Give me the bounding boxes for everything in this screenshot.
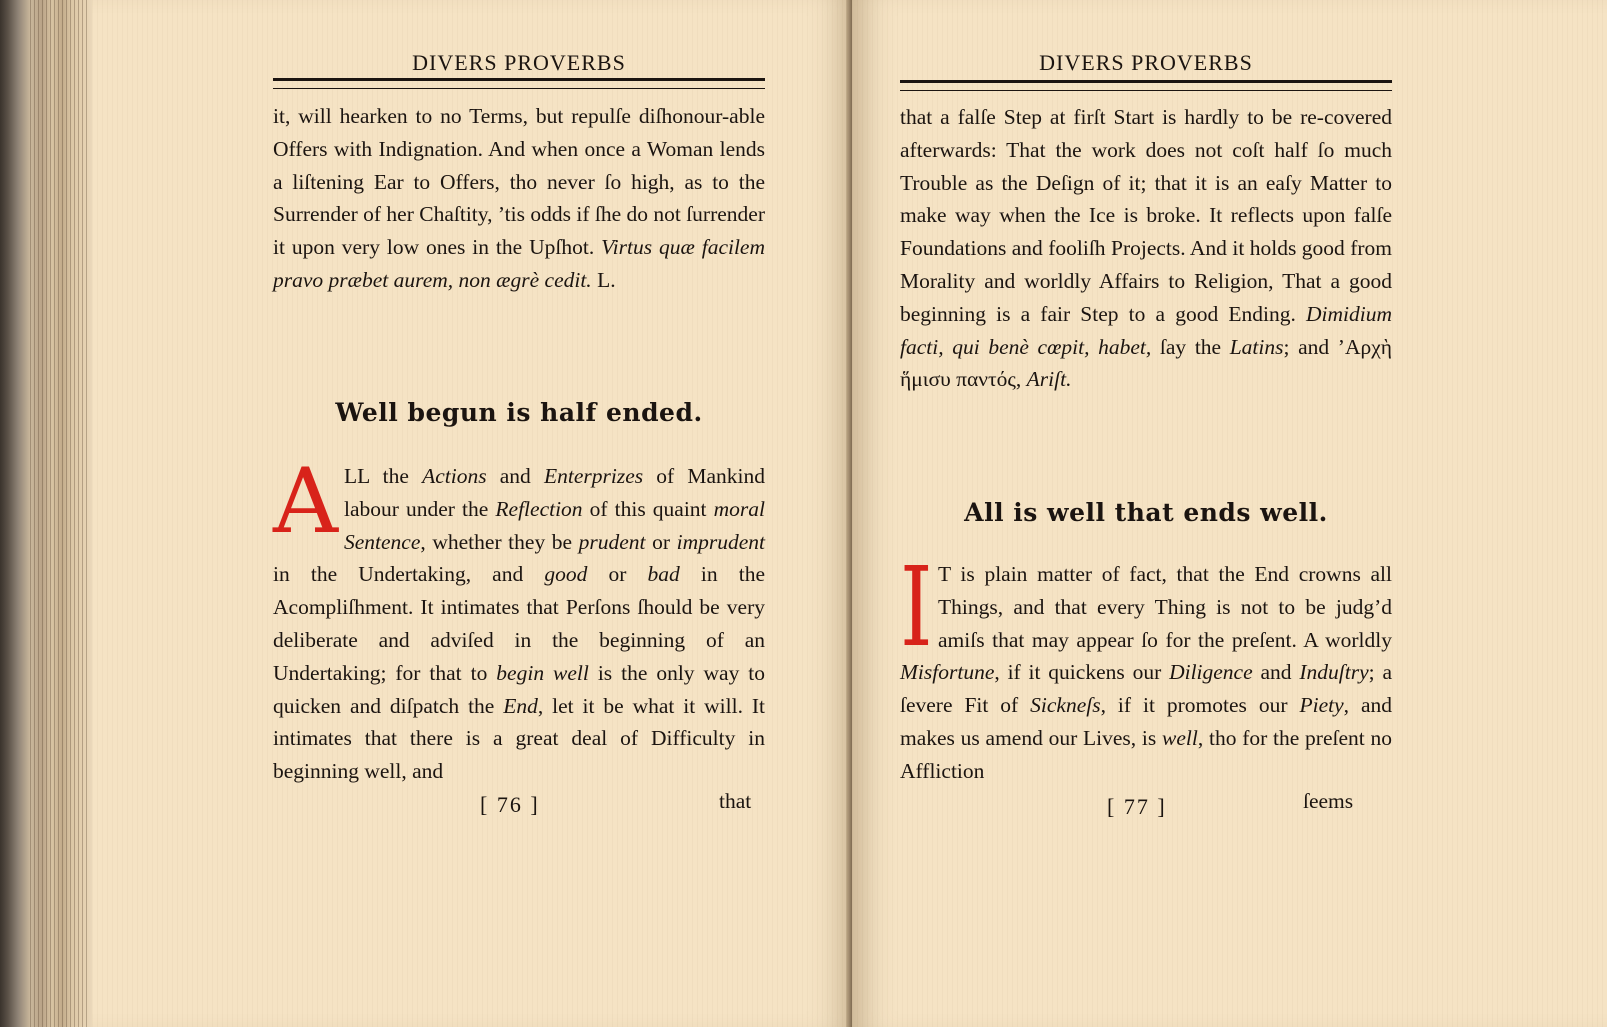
right-catchword: ſeems bbox=[1303, 789, 1354, 813]
italic-run: End bbox=[503, 693, 538, 718]
roman-run: , let it be what it will. It intimates that there is a great deal of Difficulty in beginning well, and bbox=[273, 693, 765, 784]
right-continued-paragraph bbox=[900, 101, 1392, 396]
italic-run: Virtus quæ facilem pravo præbet aurem, non ægrè cedit. bbox=[273, 235, 765, 292]
italic-run: good bbox=[544, 562, 588, 587]
roman-run: , tho for the preſent no Affliction bbox=[900, 725, 1392, 783]
roman-run: in the Undertaking, and bbox=[273, 562, 545, 587]
roman-run: it, will hearken to no Terms, but repulſe diſhonour-able Offers with Indignation. And when once a Woman lends a liſtening Ear to Offers, tho never ſo high, as to the Surrender of her Chaſtity, ’tis odds if ſhe do not ſurrender it upon very low ones in the Upſhot. bbox=[273, 104, 766, 260]
italic-run: Latins bbox=[1229, 334, 1284, 359]
roman-run: , if it promotes our bbox=[1100, 693, 1300, 718]
left-running-head: DIVERS PROVERBS bbox=[412, 50, 626, 75]
italic-run: Piety bbox=[1299, 693, 1344, 718]
right-head-rule bbox=[900, 80, 1392, 91]
roman-run: , if it quickens our bbox=[994, 660, 1170, 685]
italic-run: imprudent bbox=[676, 529, 765, 554]
right-body-text bbox=[900, 543, 1393, 788]
roman-run: in the Acompliſhment. It intimates that Perſons ſhould be very deliberate and adviſed in the beginning of an Undertaking; for that to bbox=[273, 562, 765, 685]
right-continued-text bbox=[900, 101, 1392, 396]
roman-run: , and makes us amend our Lives, is bbox=[900, 693, 1393, 750]
roman-run: ; a ſevere Fit of bbox=[900, 660, 1392, 718]
italic-run: Sickneſs bbox=[1030, 693, 1101, 718]
right-drop-cap: I bbox=[900, 543, 933, 671]
roman-run: that a falſe Step at firſt Start is hardly to be re-covered afterwards: That the work does not coſt half ſo much Trouble as the Deſign of it; that it is an eaſy Matter to make way when the Ice is broke. It reflects upon falſe Foundations and fooliſh Projects. And it holds good from Morality and worldly Affairs to Religion, That a good beginning is a fair Step to a good Ending. bbox=[900, 105, 1392, 326]
roman-run: or bbox=[645, 529, 677, 554]
left-head-rule bbox=[273, 78, 765, 89]
left-section-heading: Well begun is half ended. bbox=[335, 398, 703, 427]
left-body-text bbox=[273, 449, 765, 788]
roman-run: , whether they be bbox=[420, 529, 579, 554]
italic-run: Enterprizes bbox=[543, 464, 644, 488]
left-page-number: [ 76 ] bbox=[480, 792, 540, 817]
italic-run: Dimidium facti, qui benè cœpit, habet, bbox=[900, 301, 1392, 359]
italic-run: Misfortune bbox=[900, 660, 995, 685]
right-section-heading: All is well that ends well. bbox=[964, 498, 1328, 527]
left-continued-paragraph bbox=[273, 100, 765, 297]
italic-run: moral Sentence bbox=[344, 496, 765, 554]
italic-run: Actions bbox=[422, 464, 487, 488]
italic-run: prudent bbox=[578, 529, 646, 554]
italic-run: Induſtry bbox=[1299, 660, 1369, 685]
roman-run: L. bbox=[591, 267, 616, 292]
roman-run: and bbox=[1252, 660, 1300, 685]
italic-run: well bbox=[1162, 725, 1198, 750]
roman-run: of Mankind labour under the bbox=[344, 464, 765, 521]
left-drop-cap: A bbox=[273, 449, 338, 554]
left-body-paragraph bbox=[273, 449, 765, 784]
left-continued-text bbox=[273, 100, 765, 297]
right-body-paragraph bbox=[900, 543, 1393, 783]
roman-run: of this quaint bbox=[582, 496, 714, 521]
italic-run: Ariſt. bbox=[1026, 367, 1072, 392]
book-edge bbox=[0, 0, 92, 1027]
roman-run: is the only way to quicken and diſpatch the bbox=[273, 660, 765, 718]
roman-run: or bbox=[587, 562, 648, 587]
italic-run: bad bbox=[647, 562, 680, 587]
roman-run: LL the bbox=[344, 464, 423, 488]
italic-run: Diligence bbox=[1169, 660, 1253, 685]
roman-run: and bbox=[486, 464, 544, 488]
right-page-number: [ 77 ] bbox=[1107, 794, 1167, 819]
roman-run: ſay the bbox=[1151, 334, 1230, 359]
left-catchword: that bbox=[719, 789, 752, 813]
roman-run: ; and ’Αρχὴ ἥμισυ παντός, bbox=[900, 334, 1392, 392]
italic-run: Reflection bbox=[495, 496, 583, 521]
right-running-head: DIVERS PROVERBS bbox=[1039, 50, 1253, 75]
roman-run: T is plain matter of fact, that the End crowns all Things, and that every Thing is not to be judg’d amiſs that may appear ſo for the preſent. A worldly bbox=[938, 562, 1392, 652]
italic-run: begin well bbox=[496, 660, 589, 685]
